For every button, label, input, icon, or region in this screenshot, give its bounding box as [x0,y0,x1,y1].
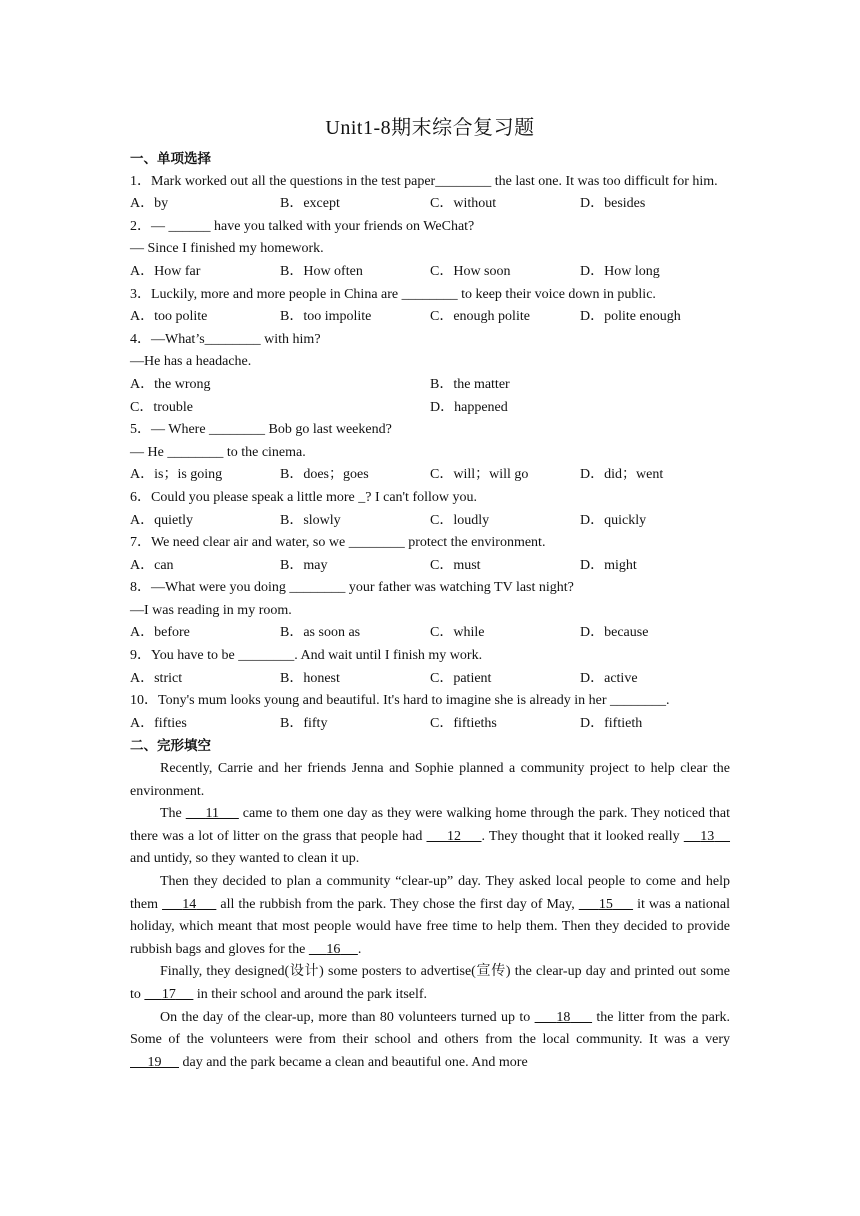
question-1-stem: 1．Mark worked out all the questions in the test paper________ the last one. It was too difficult for him. [130,173,718,189]
cloze-paragraph-4 [130,961,730,1006]
option-d: D．quickly [580,512,647,528]
question-6-stem: 6．Could you please speak a little more _? I can't follow you. [130,489,477,505]
option-a: A．too polite [130,309,208,325]
option-b: B．honest [280,670,340,686]
option-b: B．too impolite [280,309,372,325]
option-d: D．besides [580,196,646,212]
question-9-stem: 9．You have to be ________. And wait until I finish my work. [130,648,483,664]
question-3-stem: 3．Luckily, more and more people in China are ________ to keep their voice down in public. [130,286,656,302]
question-4-stem: 4．—What’s________ with him? [130,331,321,347]
question-4-dialogue: —He has a headache. [130,354,252,370]
cloze-paragraph-3 [130,871,730,961]
text-run: all the rubbish from the park. They chose the first day of May, [216,896,579,912]
question-7-options [130,555,730,578]
option-c: C．without [430,196,497,212]
question-6-options [130,510,730,533]
option-d: D．fiftieth [580,715,643,731]
blank-number: 19 [147,1054,162,1070]
blank-number: 11 [205,806,220,822]
question-5-dialogue: — He ________ to the cinema. [130,444,306,460]
option-b: B．except [280,196,340,212]
option-b: B．does；goes [280,467,369,483]
option-a: A．quietly [130,512,193,528]
blank-number: 18 [556,1009,571,1025]
blank-12 [426,829,481,844]
text-run: in their school and around the park itself. [193,986,428,1002]
blank-number: 17 [161,986,176,1002]
question-10-options [130,713,730,736]
option-c: C．must [430,557,481,573]
question-9-options [130,668,730,691]
option-d: D．might [580,557,637,573]
option-a: A．fifties [130,715,187,731]
blank-19 [130,1055,179,1070]
text-run: day and the park became a clean and beautiful one. And more [179,1054,528,1070]
option-c: C．trouble [130,399,193,415]
option-a: A．the wrong [130,376,211,392]
option-c: C．will；will go [430,467,529,483]
question-8-options [130,622,730,645]
option-d: D．happened [430,399,508,415]
option-b: B．the matter [430,376,510,392]
option-a: A．before [130,625,190,641]
cloze-paragraph-2 [130,803,730,871]
blank-number: 13 [700,828,715,844]
option-c: C．enough polite [430,309,530,325]
cloze-paragraph-5 [130,1007,730,1075]
option-b: B．slowly [280,512,341,528]
question-3-options [130,306,730,329]
option-d: D．polite enough [580,309,681,325]
option-c: C．while [430,625,485,641]
question-8-dialogue: —I was reading in my room. [130,602,292,618]
question-2-options [130,261,730,284]
cloze-paragraph-1: Recently, Carrie and her friends Jenna and Sophie planned a community project to help clear the environment. [130,761,730,799]
section-heading-single-choice: 一、单项选择 [130,151,211,167]
option-a: A．is；is going [130,467,223,483]
option-c: C．How soon [430,263,511,279]
option-c: C．loudly [430,512,490,528]
option-b: B．as soon as [280,625,361,641]
text-run: Then they decided to plan a community “clear-up” day. They asked local people to come and help them [130,874,730,912]
option-b: B．may [280,557,328,573]
text-run: On the day of the clear-up, more than 80 volunteers turned up to [160,1009,535,1025]
section-heading-cloze: 二、完形填空 [130,738,211,755]
text-run: . They thought that it looked really [481,828,684,844]
option-d: D．How long [580,263,660,279]
blank-14 [162,897,216,912]
question-8-stem: 8．—What were you doing ________ your father was watching TV last night? [130,580,574,596]
document-title: Unit1-8期末综合复习题 [325,117,535,139]
option-d: D．active [580,670,638,686]
question-1-options [130,193,730,216]
question-7-stem: 7．We need clear air and water, so we ________ protect the environment. [130,535,546,551]
question-10-stem: 10．Tony's mum looks young and beautiful. It's hard to imagine she is already in her ________. [130,693,670,709]
blank-16 [309,942,358,957]
question-5-options [130,464,730,487]
option-b: B．How often [280,263,363,279]
blank-18 [535,1010,592,1025]
question-2-stem: 2．— ______ have you talked with your friends on WeChat? [130,218,475,234]
blank-15 [579,897,633,912]
text-run: it was a national holiday, which meant that most people would have free time to help them. Then they decided to provide rubbish bags and gloves for the [130,896,731,957]
option-d: D．did；went [580,467,664,483]
question-4-options-row-1 [130,374,730,397]
question-2-dialogue: — Since I finished my homework. [130,241,324,257]
option-c: C．patient [430,670,492,686]
option-d: D．because [580,625,649,641]
option-b: B．fifty [280,715,328,731]
blank-number: 15 [598,896,613,912]
option-c: C．fiftieths [430,715,497,731]
option-a: A．by [130,196,169,212]
blank-17 [144,987,193,1002]
option-a: A．strict [130,670,183,686]
text-run: . [357,941,362,957]
blank-number: 14 [182,896,197,912]
option-a: A．can [130,557,174,573]
text-run: came to them one day as they were walking home through the park. They noticed that there was a lot of litter on the grass that people had [130,806,731,844]
text-run: The [160,806,186,822]
blank-13 [684,829,730,844]
document-content [130,148,730,1074]
blank-number: 16 [326,941,341,957]
text-run: Finally, they designed(设计) some posters to advertise(宣传) the clear-up day and printed out some to [130,964,730,1002]
blank-11 [186,806,239,821]
question-4-options-row-2 [130,397,730,420]
option-a: A．How far [130,263,201,279]
text-run: and untidy, so they wanted to clean it up. [130,851,360,867]
blank-number: 12 [447,828,461,844]
question-5-stem: 5．— Where ________ Bob go last weekend? [130,422,392,438]
text-run: the litter from the park. Some of the volunteers were from their school and others from the local community. It was a very [130,1009,731,1048]
